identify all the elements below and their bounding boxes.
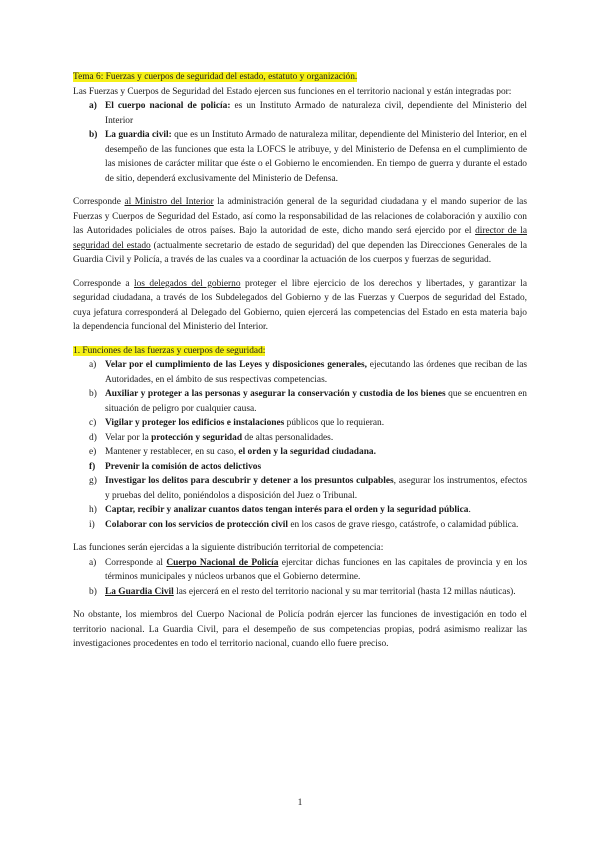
list-item: g) Investigar los delitos para descubrir y detener a los presuntos culpables, asegurar los instrumentos, efectos y pruebas del delito, poniéndolos a disposición del Juez o Tribunal. bbox=[89, 476, 527, 501]
closing-paragraph: No obstante, los miembros del Cuerpo Nacional de Policía podrán ejercer las funciones de investigación en todo el territorio nacional. La Guardia Civil, para el desempeño de sus competencias propias, podrá asimismo realizar las investigaciones procedentes en todo el territorio nacional, cuando ello fuere preciso. bbox=[73, 610, 527, 649]
delegates-paragraph: Corresponde a los delegados del gobierno proteger el libre ejercicio de los derechos y libertades, y garantizar la seguridad ciudadana, a través de los Subdelegados del Gobierno y de las Fuerzas y Cuerpos de seguridad del Estado, cuya jefatura corresponderá al Delegado del Gobierno, quien ejercerá las competencias del Estado en esta materia bajo la dependencia funcional del Ministerio del Interior. bbox=[73, 278, 527, 332]
list-item: d) Velar por la protección y seguridad de altas personalidades. bbox=[89, 432, 334, 443]
section-heading: 1. Funciones de las fuerzas y cuerpos de seguridad: bbox=[73, 345, 266, 356]
list-item: a) El cuerpo nacional de policía: es un Instituto Armado de naturaleza civil, dependiente del Ministerio del Interior bbox=[89, 101, 528, 126]
list-item: e) Mantener y restablecer, en su caso, el orden y la seguridad ciudadana. bbox=[89, 447, 376, 457]
document-body bbox=[73, 70, 527, 652]
list-item: f) Prevenir la comisión de actos delictivos bbox=[89, 461, 262, 472]
list-item: i) Colaborar con los servicios de protección civil en los casos de grave riesgo, catástrofe, o calamidad pública. bbox=[89, 519, 519, 530]
ministry-paragraph: Corresponde al Ministro del Interior la administración general de la seguridad ciudadana y el mando superior de las Fuerzas y Cuerpos de Seguridad del Estado, así como la responsabilidad de las relaciones de colaboración y auxilio con las Autoridades policiales de otros países. Bajo la autoridad de este, dicho mando será ejercido por el director de la seguridad del estado (actualmente secretario de estado de seguridad) del que dependen las Direcciones Generales de la Guardia Civil y Policía, a través de las cuales va a coordinar la actuación de los cuerpos y fuerzas de seguridad. bbox=[73, 197, 528, 265]
distribution-list bbox=[73, 556, 527, 600]
list-item: b) Auxiliar y proteger a las personas y asegurar la conservación y custodia de los bienes que se encuentren en situación de peligro por cualquier causa. bbox=[89, 389, 527, 414]
list-item: a) Velar por el cumplimiento de las Leyes y disposiciones generales, ejecutando las órdenes que reciban de las Autoridades, en el ámbito de sus respectivas competencias. bbox=[89, 360, 528, 385]
page-number: 1 bbox=[297, 798, 303, 808]
page-title: Tema 6: Fuerzas y cuerpos de seguridad del estado, estatuto y organización. bbox=[73, 72, 358, 82]
list-item: c) Vigilar y proteger los edificios e instalaciones públicos que lo requieran. bbox=[89, 418, 385, 428]
list-item: h) Captar, recibir y analizar cuantos datos tengan interés para el orden y la seguridad pública. bbox=[89, 505, 471, 515]
functions-list bbox=[73, 358, 527, 532]
list-item: b) La Guardia Civil las ejercerá en el resto del territorio nacional y su mar territorial (hasta 12 millas náuticas). bbox=[89, 586, 516, 597]
distribution-intro: Las funciones serán ejercidas a la siguiente distribución territorial de competencia: bbox=[73, 543, 384, 553]
list-item: a) Corresponde al Cuerpo Nacional de Policía ejercitar dichas funciones en las capitales de provincia y en los términos municipales y núcleos urbanos que el Gobierno determine. bbox=[89, 557, 528, 582]
intro-paragraph: Las Fuerzas y Cuerpos de Seguridad del Estado ejercen sus funciones en el territorio nacional y están integradas por: bbox=[73, 86, 512, 97]
list-item: b) La guardia civil: que es un Instituto Armado de naturaleza militar, dependiente del Ministerio del Interior, en el desempeño de las funciones que esta la LOFCS le atribuye, y del Ministerio de Defensa en el cumplimiento de las misiones de carácter militar que éste o el Gobierno le encomienden. En tiempo de guerra y durante el estado de sitio, dependerá exclusivamente del Ministerio de Defensa. bbox=[89, 130, 528, 184]
integrated-bodies-list bbox=[73, 99, 527, 186]
